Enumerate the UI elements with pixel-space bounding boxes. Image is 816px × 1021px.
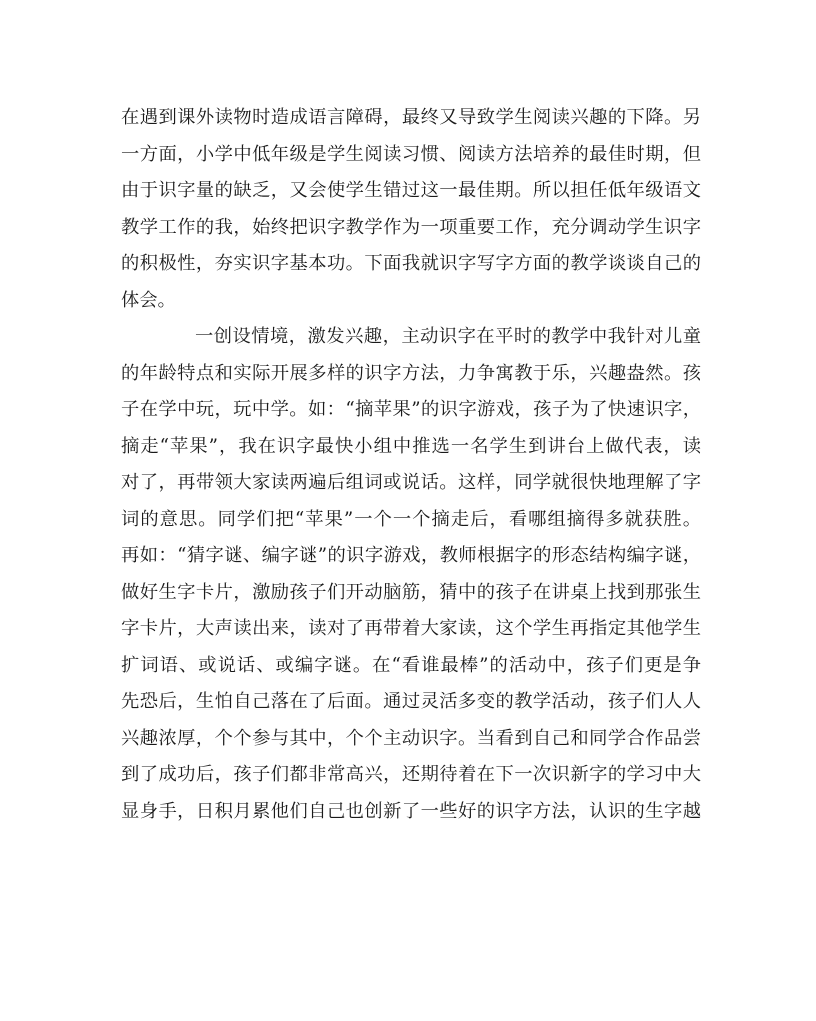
text-line: 在遇到课外读物时造成语言障碍，最终又导致学生阅读兴趣的下降。另 xyxy=(121,107,701,128)
text-line: 先恐后，生怕自己落在了后面。通过灵活多变的教学活动，孩子们人人 xyxy=(121,691,701,712)
text-line: 再如：“猜字谜、编字谜”的识字游戏，教师根据字的形态结构编字谜， xyxy=(121,545,701,566)
text-line: 的年龄特点和实际开展多样的识字方法，力争寓教于乐，兴趣盎然。孩 xyxy=(121,362,701,384)
text-line: 兴趣浓厚，个个参与其中，个个主动识字。当看到自己和同学合作品尝 xyxy=(121,727,701,749)
text-line: 对了，再带领大家读两遍后组词或说话。这样，同学就很快地理解了字 xyxy=(121,472,701,493)
text-line: 扩词语、或说话、或编字谜。在“看谁最棒”的活动中，孩子们更是争 xyxy=(121,654,701,676)
text-line: 到了成功后，孩子们都非常高兴，还期待着在下一次识新字的学习中大 xyxy=(121,764,701,785)
text-line: 体会。 xyxy=(121,289,176,311)
paragraph-start-line: 一创设情境，激发兴趣，主动识字在平时的教学中我针对儿童 xyxy=(195,326,701,347)
text-line: 教学工作的我，始终把识字教学作为一项重要工作，充分调动学生识字 xyxy=(121,216,701,238)
body-text xyxy=(121,104,701,834)
text-line: 显身手，日积月累他们自己也创新了一些好的识字方法，认识的生字越 xyxy=(121,800,701,822)
text-line: 由于识字量的缺乏，又会使学生错过这一最佳期。所以担任低年级语文 xyxy=(121,180,701,201)
text-line: 摘走“苹果”，我在识字最快小组中推选一名学生到讲台上做代表，读 xyxy=(121,435,701,457)
text-line: 的积极性，夯实识字基本功。下面我就识字写字方面的教学谈谈自己的 xyxy=(121,253,701,274)
text-line: 一方面，小学中低年级是学生阅读习惯、阅读方法培养的最佳时期，但 xyxy=(121,143,701,165)
text-line: 字卡片，大声读出来，读对了再带着大家读，这个学生再指定其他学生 xyxy=(121,618,701,639)
text-line: 词的意思。同学们把“苹果”一个一个摘走后，看哪组摘得多就获胜。 xyxy=(121,508,701,530)
text-line: 做好生字卡片，激励孩子们开动脑筋，猜中的孩子在讲桌上找到那张生 xyxy=(121,581,701,603)
text-line: 子在学中玩，玩中学。如：“摘苹果”的识字游戏，孩子为了快速识字， xyxy=(121,399,701,420)
